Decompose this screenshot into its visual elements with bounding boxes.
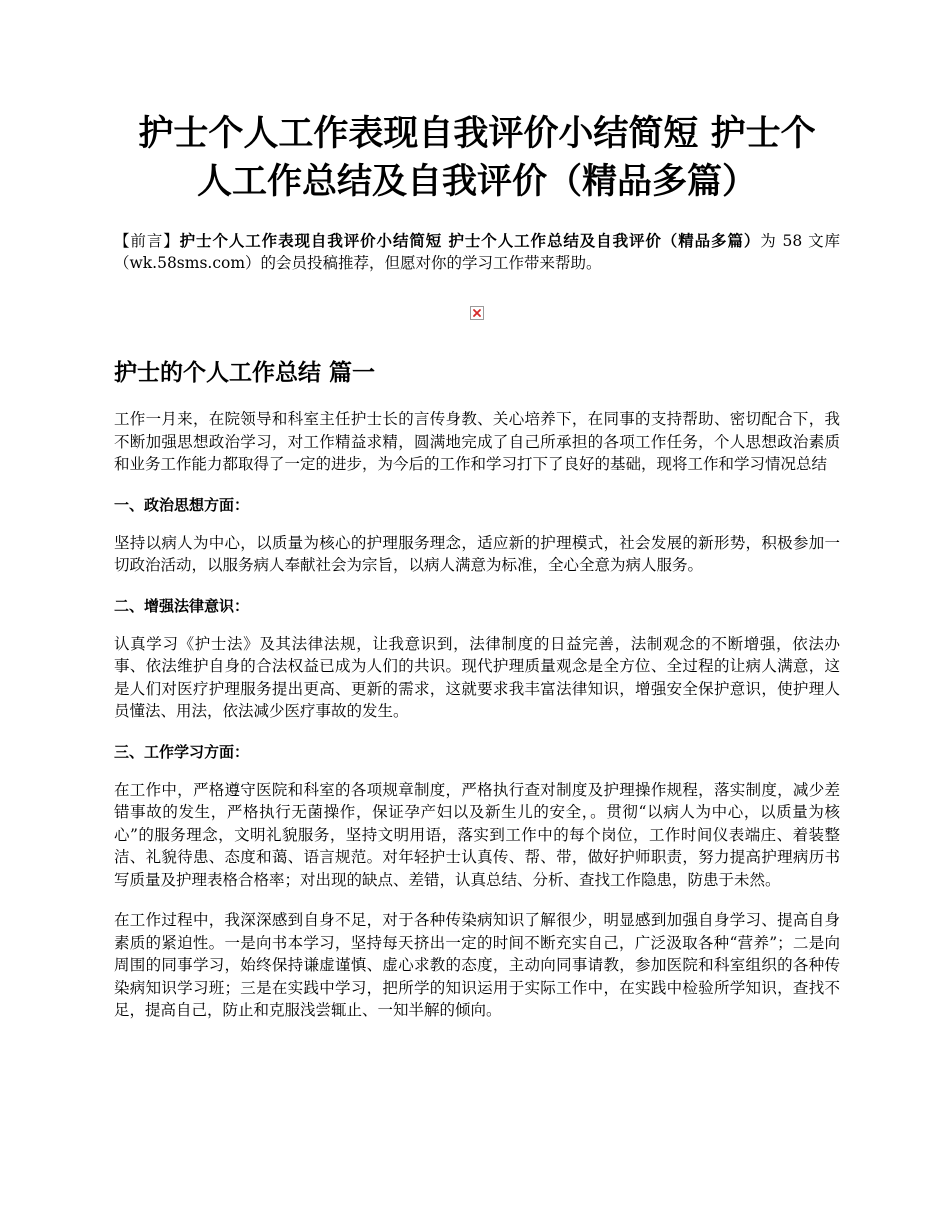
body-paragraph-law: 认真学习《护士法》及其法律法规，让我意识到，法律制度的日益完善，法制观念的不断增强，依法办事、依法维护自身的合法权益已成为人们的共识。现代护理质量观念是全方位、全过程的让病人满意，这是人们对医疗护理服务提出更高、更新的需求，这就要求我丰富法律知识，增强安全保护意识，使护理人员懂法、用法，依法减少医疗事故的发生。 — [114, 634, 840, 720]
body-paragraph-politics: 坚持以病人为中心，以质量为核心的护理服务理念，适应新的护理模式，社会发展的新形势，积极参加一切政治活动，以服务病人奉献社会为宗旨，以病人满意为标准，全心全意为病人服务。 — [114, 533, 840, 574]
preface-bold-title: 护士个人工作表现自我评价小结简短 护士个人工作总结及自我评价（精品多篇） — [179, 232, 761, 250]
subheading-law: 二、增强法律意识： — [114, 596, 250, 615]
body-paragraph-work: 在工作中，严格遵守医院和科室的各项规章制度，严格执行查对制度及护理操作规程，落实制度，减少差错事故的发生，严格执行无菌操作，保证孕产妇以及新生儿的安全，。贯彻“以病人为中心，以质量为核心”的服务理念，文明礼貌服务，坚持文明用语，落实到工作中的每个岗位，工作时间仪表端庄、着装整洁、礼貌待患、态度和蔼、语言规范。对年轻护士认真传、帮、带，做好护师职责，努力提高护理病历书写质量及护理表格合格率；对出现的缺点、差错，认真总结、分析、查找工作隐患，防患于未然。 — [114, 780, 840, 889]
subheading-politics: 一、政治思想方面： — [114, 495, 250, 514]
document-title-line-2: 人工作总结及自我评价（精品多篇） — [196, 162, 757, 202]
preface-text: 为 58 文库（wk.58sms.com）的会员投稿推荐，但愿对你的学习工作带来帮助。 — [114, 232, 840, 272]
subheading-work-study: 三、工作学习方面： — [114, 742, 250, 761]
preface-paragraph — [114, 230, 840, 274]
document-page — [114, 110, 840, 1022]
document-title — [114, 110, 840, 206]
document-title-line-1: 护士个人工作表现自我评价小结简短 护士个 — [138, 114, 816, 154]
body-paragraph-intro: 工作一月来，在院领导和科室主任护士长的言传身教、关心培养下，在同事的支持帮助、密切配合下，我不断加强思想政治学习，对工作精益求精，圆满地完成了自己所承担的各项工作任务，个人思想政治素质和业务工作能力都取得了一定的进步，为今后的工作和学习打下了良好的基础，现将工作和学习情况总结 — [114, 410, 840, 473]
preface-label: 【前言】 — [114, 232, 180, 250]
body-paragraph-study: 在工作过程中，我深深感到自身不足，对于各种传染病知识了解很少，明显感到加强自身学习、提高自身素质的紧迫性。一是向书本学习，坚持每天挤出一定的时间不断充实自己，广泛汲取各种“营养”；二是向周围的同事学习，始终保持谦虚谨慎、虚心求教的态度，主动向同事请教，参加医院和科室组织的各种传染病知识学习班；三是在实践中学习，把所学的知识运用于实际工作中，在实践中检验所学知识，查找不足，提高自己，防止和克服浅尝辄止、一知半解的倾向。 — [114, 911, 840, 1019]
section-heading: 护士的个人工作总结 篇一 — [114, 360, 376, 386]
broken-image-icon — [470, 306, 484, 320]
